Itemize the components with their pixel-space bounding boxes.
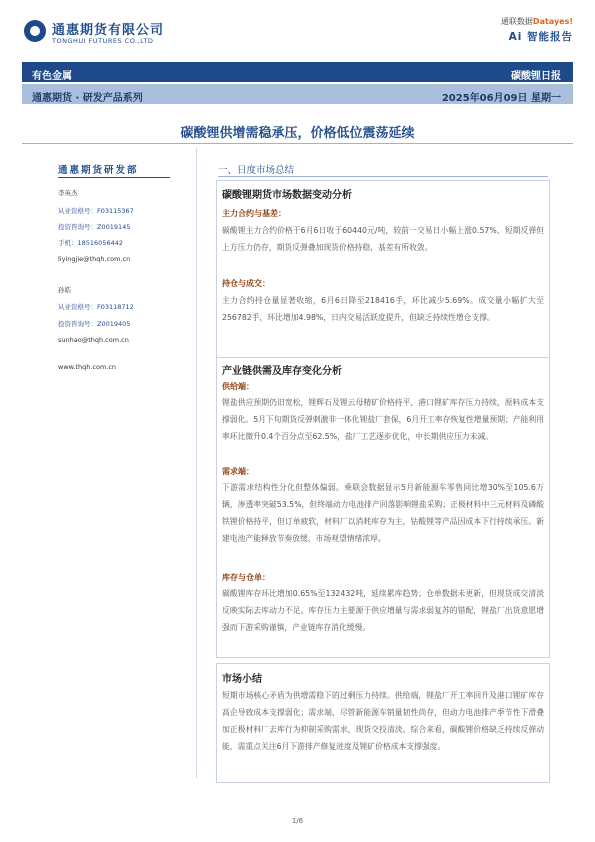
block1-label-basis: 主力合约与基差： [222,209,286,218]
report-type-label: 碳酸锂日报 [511,71,561,82]
ai-report-brand: Ai 智能报告 [508,31,573,43]
dept-divider [58,177,170,178]
report-date: 2025年06月09日 星期一 [441,93,561,104]
block1-text-basis: 碳酸锂主力合约价格于6月6日收于60440元/吨，较前一交易日小幅上涨0.57%，短期反弹但上方压力仍存，期货反弹叠加现货价格持稳，基差有所收敛。 [222,226,544,252]
title-divider [22,143,573,144]
block3-title: 市场小结 [222,674,262,685]
block2-text-inventory: 碳酸锂库存环比增加0.65%至132432吨，延续累库趋势；仓单数据未更新，但现货成交清淡反映实际去库动力不足。库存压力主要源于供应增量与需求弱复苏的错配，锂盐厂出货意愿增强而下游采购谨慎，产业链库存消化缓慢。 [222,589,544,632]
analyst-email[interactable]: sunhao@thqh.com.cn [58,336,129,344]
block2-text-supply: 锂盐供应预期仍旧宽松，锂辉石及锂云母精矿价格持平，港口锂矿库存压力持续，原料成本支撑弱化。5月下旬期货反弹刺激非一体化锂盐厂套保，6月开工率存恢复性增量预期；产能利用率环比微升0.4个百分点至62.5%，盐厂工艺逐步优化，中长期供应压力未减。 [222,398,544,441]
block1-label-volume: 持仓与成交： [222,279,270,288]
analyst-invest: 投资咨询号：Z0019145 [58,223,131,231]
block2-text-demand: 下游需求结构性分化但整体偏弱。乘联会数据显示5月新能源车零售同比增30%至105.6万辆，渗透率突破53.5%，但终端动力电池排产回落影响锂盐采购；正极材料中三元材料及磷酸铁锂价格持平，但订单疲软，材料厂以消耗库存为主，钴酸锂等产品因成本下行持续承压。新建电池产能释放节奏放缓，市场观望情绪浓厚。 [222,483,544,543]
report-title: 碳酸锂供增需稳承压，价格低位震荡延续 [180,126,415,141]
series-bar [22,84,573,104]
company-name-en: TONGHUI FUTURES CO.,LTD [52,37,154,45]
block-futures-data [216,180,550,358]
series-label: 通惠期货 · 研发产品系列 [32,93,143,104]
company-name-cn: 通惠期货有限公司 [52,23,165,38]
category-bar [22,62,573,82]
block3-text: 短期市场核心矛盾为供增需稳下的过剩压力持续。供给端，锂盐厂开工率回升及港口锂矿库存高企导致成本支撑弱化；需求端，尽管新能源车销量韧性尚存，但动力电池排产季节性下滑叠加正极材料厂去库行为抑制采购需求，现货交投清淡。综合来看，碳酸锂价格缺乏持续反弹动能，需重点关注6月下游排产修复进度及锂矿价格成本支撑强度。 [222,691,544,751]
brand-prefix: 通联数据 [500,17,533,26]
block2-label-demand: 需求端： [222,467,254,476]
analyst-qual: 从业资格号：F03118712 [58,303,134,311]
analyst-name: 孙皓 [58,286,71,294]
analyst-qual: 从业资格号：F03115367 [58,207,134,215]
block2-label-supply: 供给端： [222,382,254,391]
page-number: 1/6 [291,817,304,825]
brand-accent: Datayes! [532,17,573,26]
block1-text-volume: 主力合约持仓量显著收缩，6月6日降至218416手，环比减少5.69%。成交量小幅扩大至256782手，环比增加4.98%，日内交易活跃度提升，但缺乏持续性增仓支撑。 [222,296,544,322]
section-divider [218,176,548,177]
section-title: 一、日度市场总结 [218,165,295,176]
website-link[interactable]: www.thqh.com.cn [58,363,117,371]
block2-title: 产业链供需及库存变化分析 [222,366,342,377]
category-label: 有色金属 [32,71,72,82]
block2-label-inventory: 库存与仓单： [222,573,270,582]
analyst-phone: 手机：18516056442 [58,239,123,247]
analyst-email[interactable]: liyingjie@thqh.com.cn [58,255,131,263]
company-logo-icon [24,20,46,42]
datayes-brand [501,16,573,27]
column-divider [196,148,197,778]
analyst-invest: 投资咨询号：Z0019405 [58,320,131,328]
analyst-name: 李英杰 [58,189,78,197]
dept-heading: 通惠期货研发部 [58,165,139,176]
block1-title: 碳酸锂期货市场数据变动分析 [222,190,352,201]
